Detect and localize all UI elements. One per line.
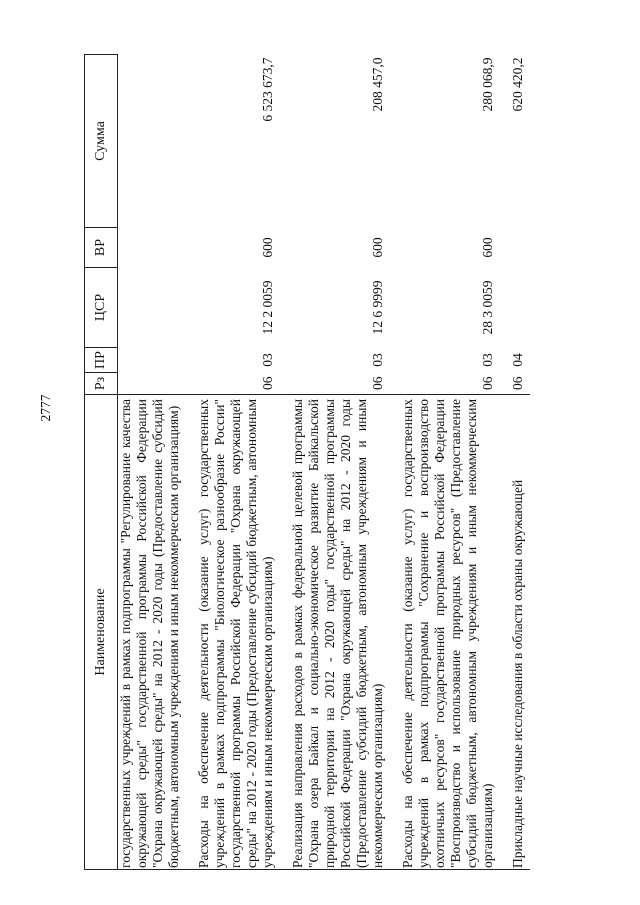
row-csr: 28 3 0059 — [480, 280, 495, 335]
header-rz: Рз — [85, 373, 118, 395]
row-sum: 620 420,2 — [510, 57, 525, 112]
header-sum: Сумма — [85, 55, 118, 228]
row-name: Реализация направления расходов в рамках федеральной целевой программы "Охрана озера Байкал и социально-экономическое развитие Байкальской природной территории на 2012 - 2020 годы" государственной программы Российской Федерации "Охрана окружающей среды" на 2012 - 2020 годы (Предоставление субсидий бюджетным, автономным учреждениям и иным некоммерческим организациям) — [290, 395, 400, 870]
table-row — [196, 55, 290, 870]
rotated-table-container — [84, 55, 604, 870]
row-sum — [118, 55, 197, 228]
row-csr — [510, 268, 530, 348]
budget-table — [84, 54, 530, 870]
table-row — [510, 55, 530, 870]
row-name: государственных учреждений в рамках подпрограммы "Регулирование качества окружающей среды" государственной программы Российской Федерации "Охрана окружающей среды" на 2012 - 2020 годы (Предоставление субсидий бюджетным, автономным учреждениям и иным некоммерческим организациям) — [118, 395, 197, 870]
row-pr: 03 — [480, 353, 495, 367]
row-sum: 208 457,0 — [370, 57, 385, 112]
row-pr: 03 — [370, 353, 385, 367]
row-rz: 06 — [260, 376, 275, 390]
row-pr: 04 — [510, 353, 525, 367]
row-rz: 06 — [480, 376, 495, 390]
header-name: Наименование — [85, 395, 118, 870]
row-vr: 600 — [480, 237, 495, 258]
header-vr: ВР — [85, 228, 118, 268]
row-sum: 280 068,9 — [480, 57, 495, 112]
row-rz — [118, 373, 197, 395]
table-row — [290, 55, 400, 870]
row-vr: 600 — [260, 237, 275, 258]
row-sum: 6 523 673,7 — [260, 57, 275, 122]
row-csr: 12 6 9999 — [370, 280, 385, 335]
row-rz: 06 — [510, 376, 525, 390]
row-vr: 600 — [370, 237, 385, 258]
row-csr — [118, 268, 197, 348]
table-row — [118, 55, 197, 870]
header-csr: ЦСР — [85, 268, 118, 348]
header-pr: ПР — [85, 348, 118, 373]
row-rz: 06 — [370, 376, 385, 390]
row-vr — [510, 228, 530, 268]
table-row — [400, 55, 510, 870]
header-row — [85, 55, 118, 870]
page-number: 2777 — [38, 394, 53, 422]
row-pr — [118, 348, 197, 373]
row-name: Расходы на обеспечение деятельности (оказание услуг) государственных учреждений в рамках подпрограммы "Биологическое разнообразие России" государственной программы Российской Федерации "Охрана окружающей среды" на 2012 - 2020 годы (Предоставление субсидий бюджетным, автономным учреждениям и иным некоммерческим организациям) — [196, 395, 290, 870]
row-csr: 12 2 0059 — [260, 280, 275, 335]
row-pr: 03 — [260, 353, 275, 367]
row-name: Прикладные научные исследования в области охраны окружающей — [510, 395, 530, 870]
row-vr — [118, 228, 197, 268]
row-name: Расходы на обеспечение деятельности (оказание услуг) государственных учреждений в рамках подпрограммы "Сохранение и воспроизводство охотничьих ресурсов" государственной программы Российской Федерации "Воспроизводство и использование природных ресурсов" (Предоставление субсидий бюджетным, автономным учреждениям и иным некоммерческим организациям) — [400, 395, 510, 870]
